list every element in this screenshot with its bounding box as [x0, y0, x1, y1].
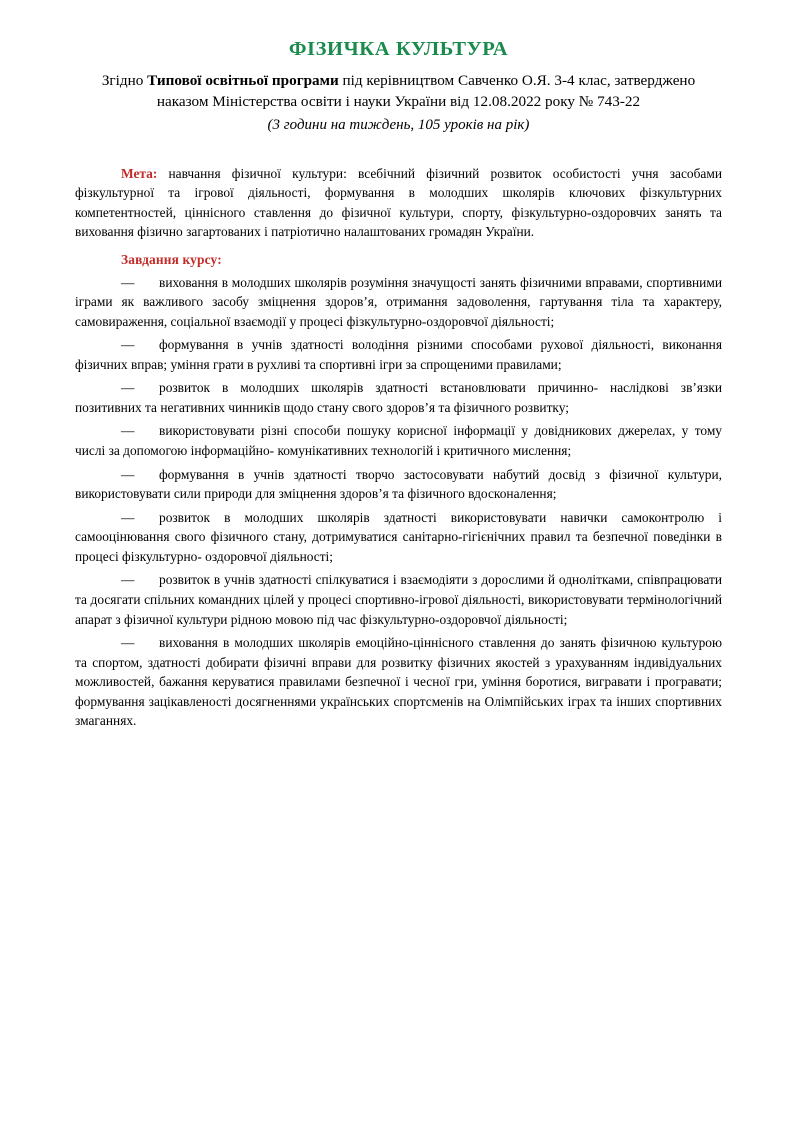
bullet-dash-icon: —: [121, 380, 135, 396]
task-item-text: формування в учнів здатності творчо застосовувати набутий досвід з фізичної культури, використовувати сили природи для зміцнення здоров’я та фізичного вдосконалення;: [75, 466, 722, 502]
subtitle-line-1: [75, 70, 722, 92]
subtitle-program-name: Типової освітньої програми: [147, 71, 339, 89]
bullet-dash-icon: —: [121, 337, 135, 353]
document-body: [75, 164, 722, 735]
task-item-text: використовувати різні способи пошуку корисної інформації у довідникових джерелах, у тому числі за допомогою інформаційно- комунікативних технологій і критичного мислення;: [75, 423, 722, 459]
bullet-dash-icon: —: [121, 572, 135, 588]
subtitle-line-2: наказом Міністерства освіти і науки України від 12.08.2022 року № 743-22: [156, 93, 641, 111]
task-item: [75, 335, 722, 374]
purpose-paragraph: [75, 164, 722, 242]
subtitle-hours-note: (3 години на тиждень, 105 уроків на рік): [267, 116, 530, 133]
task-item: [75, 570, 722, 629]
bullet-dash-icon: —: [121, 635, 135, 651]
bullet-dash-icon: —: [121, 274, 135, 290]
tasks-list: [75, 273, 722, 735]
bullet-dash-icon: —: [121, 466, 135, 482]
bullet-dash-icon: —: [121, 509, 135, 525]
bullet-dash-icon: —: [121, 423, 135, 439]
task-item-text: виховання в молодших школярів розуміння значущості занять фізичними вправами, спортивними іграми як важливого засобу зміцнення здоров’я, отримання задоволення, гартування тіла та характеру, самовираження, соціальної взаємодії у процесі фізкультурно-оздоровчої діяльності;: [75, 274, 722, 329]
task-item: [75, 273, 722, 332]
purpose-text: навчання фізичної культури: всебічний фізичний розвиток особистості учня засобами фізкультурної та ігрової діяльності, формування в молодших школярів ключових фізкультурних компетентностей, ціннісного ставлення до фізичної культури, спорту, фізкультурно-оздоровчих занять та виховання фізично загартованих і патріотично налаштованих громадян України.: [75, 165, 722, 240]
task-item-text: розвиток в учнів здатності спілкуватися і взаємодіяти з дорослими й однолітками, співпрацювати та досягати спільних командних цілей у процесі спортивно-ігрової діяльності, використовувати термінологічний апарат з фізичної культури рідною мовою під час фізкультурно-оздоровчої діяльності;: [75, 572, 722, 627]
task-item-text: розвиток в молодших школярів здатності використовувати навички самоконтролю і самооцінювання свого фізичного стану, дотримуватися санітарно-гігієнічних правил та безпечної поведінки в процесі фізкультурно- оздоровчої діяльності;: [75, 509, 722, 564]
subtitle-prefix: Згідно: [101, 71, 148, 89]
task-item: [75, 421, 722, 460]
subtitle-suffix: під керівництвом Савченко О.Я. 3-4 клас, затверджено: [338, 71, 696, 89]
page-title: ФІЗИЧКА КУЛЬТУРА: [288, 38, 509, 60]
task-item: [75, 508, 722, 567]
task-item: [75, 465, 722, 504]
purpose-label: Мета:: [121, 165, 158, 181]
task-item: [75, 633, 722, 731]
task-item-text: формування в учнів здатності володіння різними способами рухової діяльності, виконання фізичних вправ; уміння грати в рухливі та спортивні ігри за спрощеними правилами;: [75, 337, 722, 372]
task-item: [75, 378, 722, 417]
task-item-text: розвиток в молодших школярів здатності встановлювати причинно- наслідкові зв’язки позитивних та негативних чинників щодо стану свого здоров’я та фізичного розвитку;: [75, 380, 722, 415]
task-item-text: виховання в молодших школярів емоційно-ціннісного ставлення до занять фізичною культурою та спортом, здатності добирати фізичні вправи для розвитку фізичних якостей з урахуванням індивідуальних можливостей, бажання керуватися правилами безпечної і чесної гри, уміння боротися, вигравати і програвати; формування зацікавленості досягненнями українських спортсменів на Олімпійських іграх та інших спортивних змаганнях.: [75, 635, 722, 729]
paragraph-spacer: [75, 732, 722, 735]
tasks-heading: Завдання курсу:: [121, 251, 222, 267]
